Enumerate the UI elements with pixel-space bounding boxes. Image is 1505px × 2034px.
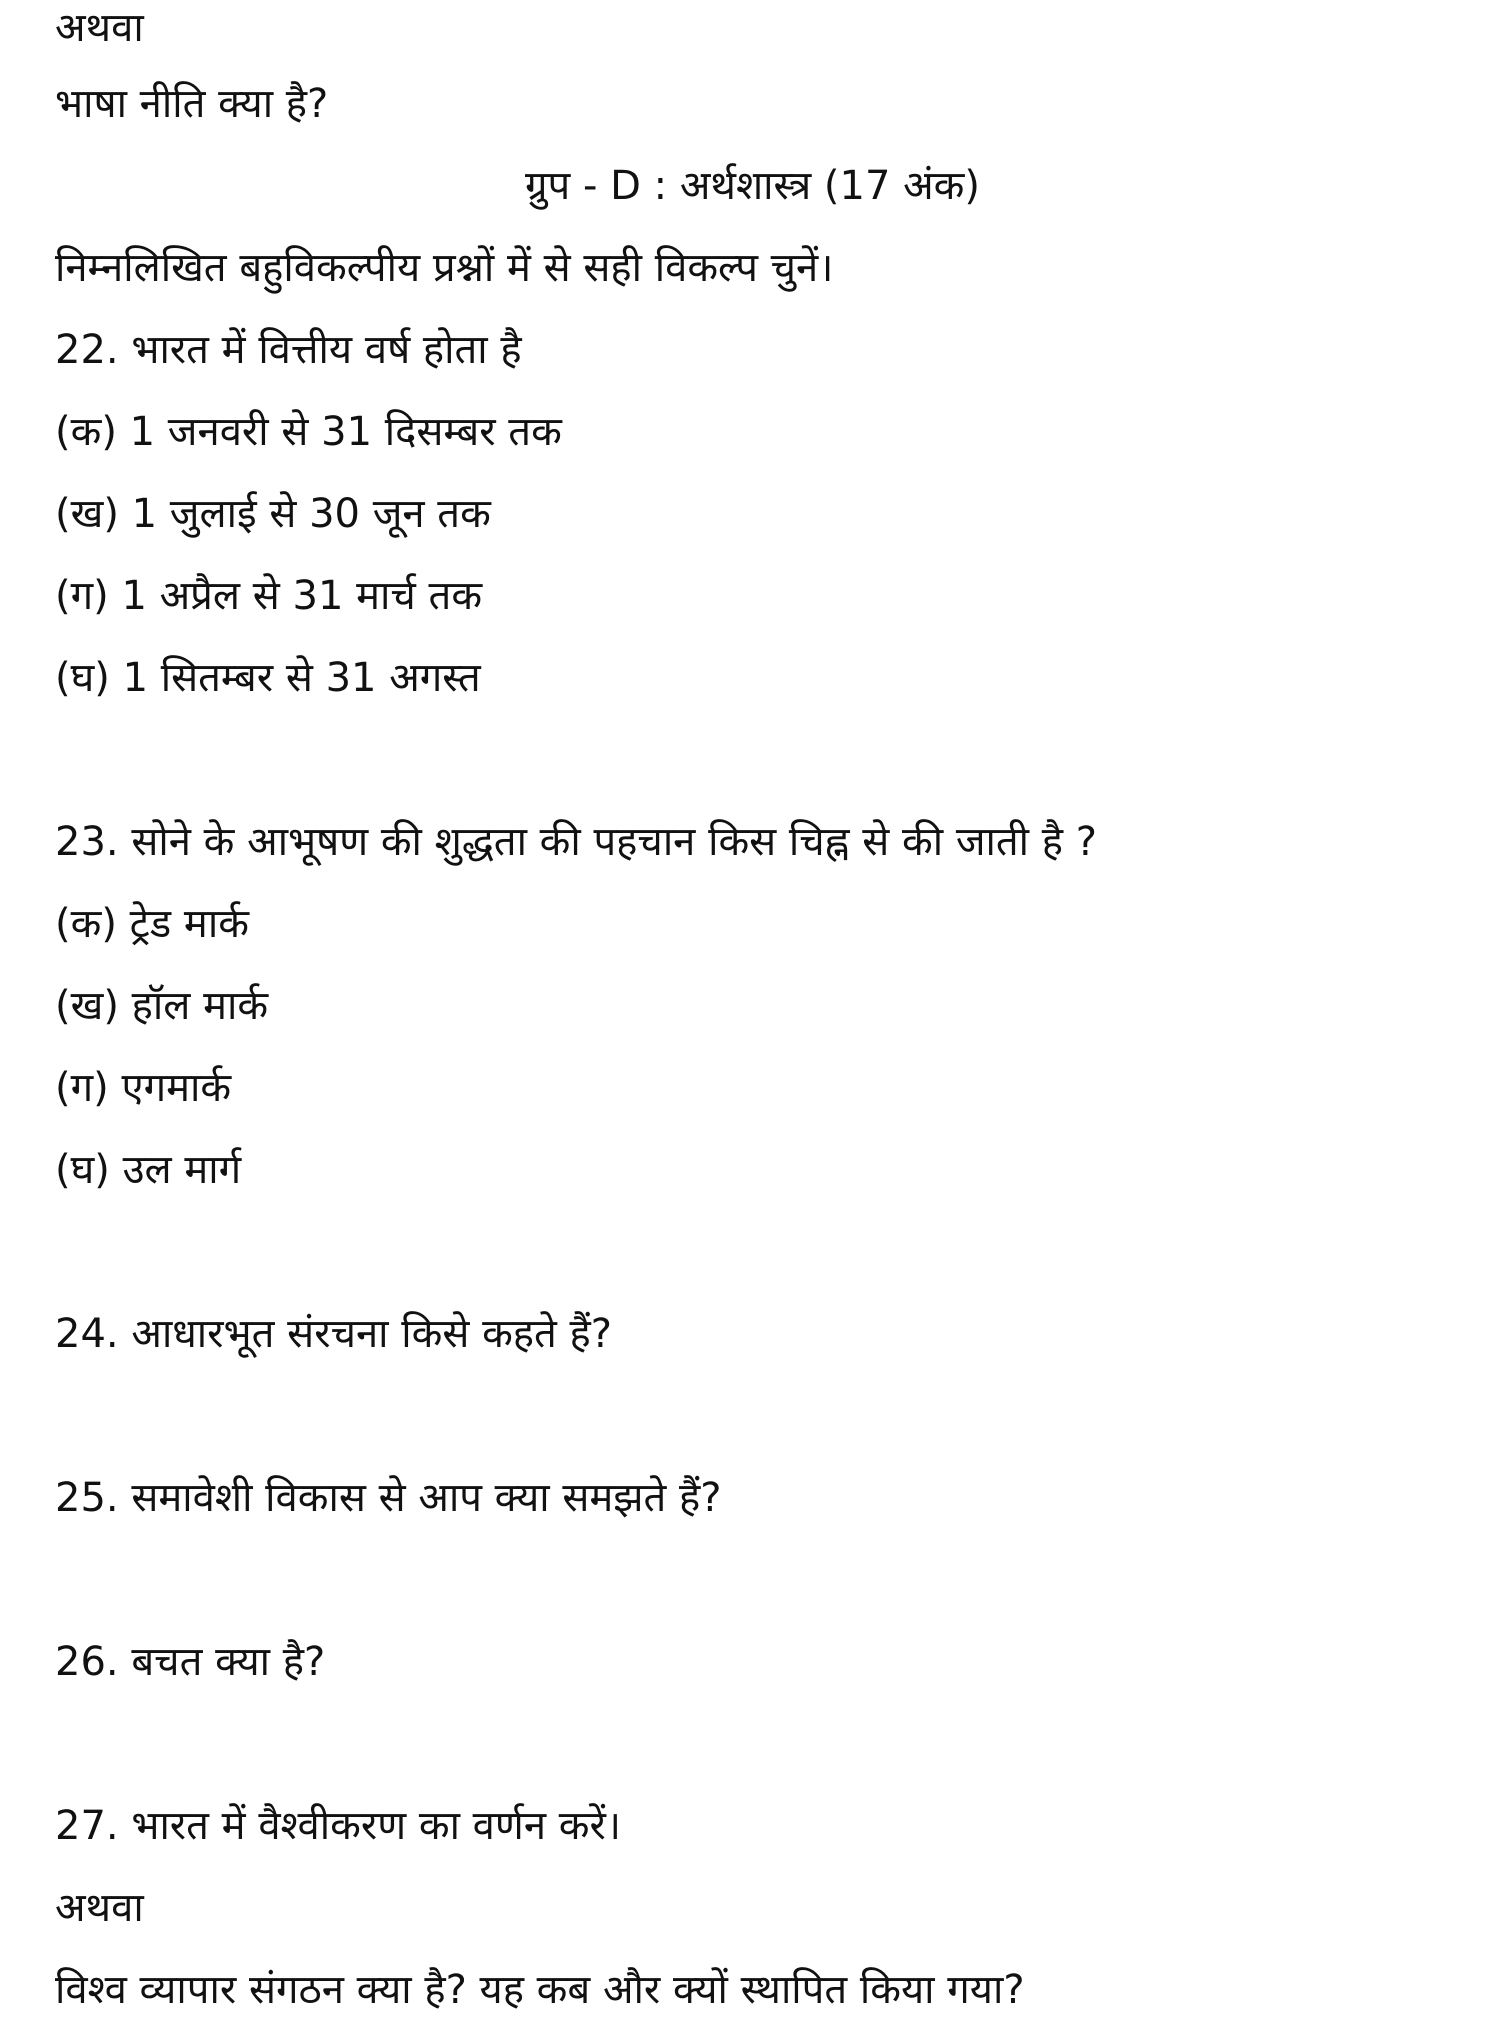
option-22-ka: (क) 1 जनवरी से 31 दिसम्बर तक — [55, 409, 562, 455]
option-23-gha: (घ) उल मार्ग — [55, 1147, 242, 1193]
section-heading-economics: ग्रुप - D : अर्थशास्त्र (17 अंक) — [525, 163, 980, 209]
athava-label-2: अथवा — [55, 1885, 144, 1931]
question-27: 27. भारत में वैश्वीकरण का वर्णन करें। — [55, 1803, 621, 1849]
question-26: 26. बचत क्या है? — [55, 1639, 326, 1685]
option-22-ga: (ग) 1 अप्रैल से 31 मार्च तक — [55, 573, 483, 619]
mcq-instruction: निम्नलिखित बहुविकल्पीय प्रश्नों में से सही विकल्प चुनें। — [55, 245, 834, 291]
question-23: 23. सोने के आभूषण की शुद्धता की पहचान किस चिह्न से की जाती है ? — [55, 819, 1097, 865]
option-23-ga: (ग) एगमार्क — [55, 1065, 232, 1111]
question-27-alternate: विश्व व्यापार संगठन क्या है? यह कब और क्यों स्थापित किया गया? — [55, 1967, 1025, 2013]
question-language-policy: भाषा नीति क्या है? — [55, 81, 329, 127]
option-23-kha: (ख) हॉल मार्क — [55, 983, 269, 1029]
question-22: 22. भारत में वित्तीय वर्ष होता है — [55, 327, 522, 373]
option-22-kha: (ख) 1 जुलाई से 30 जून तक — [55, 491, 491, 537]
question-25: 25. समावेशी विकास से आप क्या समझते हैं? — [55, 1475, 722, 1521]
option-22-gha: (घ) 1 सितम्बर से 31 अगस्त — [55, 655, 481, 701]
question-24: 24. आधारभूत संरचना किसे कहते हैं? — [55, 1311, 613, 1357]
athava-label: अथवा — [55, 5, 144, 51]
option-23-ka: (क) ट्रेड मार्क — [55, 901, 249, 947]
